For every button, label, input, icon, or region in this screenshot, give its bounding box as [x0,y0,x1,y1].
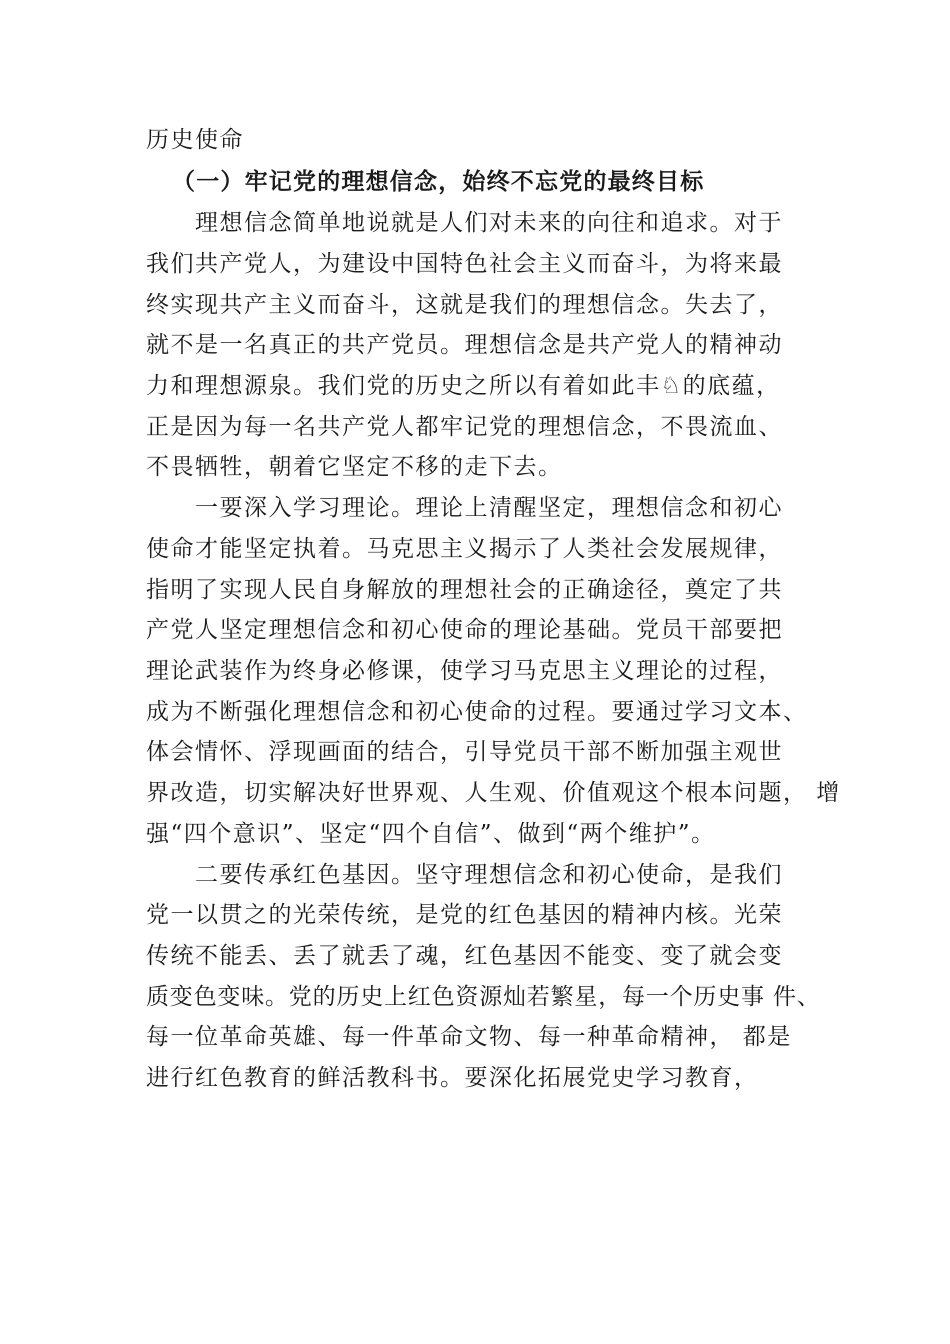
text-line: 我们共产党人，为建设中国特色社会主义而奋斗，为将来最 [146,251,783,277]
text-line: 二要传承红色基因。坚守理想信念和初心使命，是我们 [195,862,783,888]
text-line: 终实现共产主义而奋斗，这就是我们的理想信念。失去了， [146,292,783,318]
text-line: 一要深入学习理论。理论上清醒坚定，理想信念和初心 [195,495,783,521]
text-line: 理想信念简单地说就是人们对未来的向往和追求。对于 [195,210,783,236]
text-line: 每一位革命英雄、每一件革命文物、每一种革命精神， 都是 [146,1024,792,1050]
text-line: 产党人坚定理想信念和初心使命的理论基础。党员干部要把 [146,617,783,643]
text-line: 成为不断强化理想信念和初心使命的过程。要通过学习文本、 [146,699,808,725]
text-line: 使命才能坚定执着。马克思主义揭示了人类社会发展规律， [146,536,783,562]
text-line: 质变色变味。党的历史上红色资源灿若繁星，每一个历史事 件、 [146,984,821,1010]
text-line: 强“四个意识”、坚定“四个自信”、做到“两个维护”。 [146,821,716,847]
text-line: 体会情怀、浮现画面的结合，引导党员干部不断加强主观世 [146,739,783,765]
section-heading: （一）牢记党的理想信念，始终不忘党的最终目标 [172,168,705,195]
text-line: 理论武装作为终身必修课，使学习马克思主义理论的过程， [146,658,783,684]
text-line: 传统不能丢、丢了就丢了魂，红色基因不能变、变了就会变 [146,943,783,969]
text-line: 历史使命 [146,127,244,153]
text-line: 指明了实现人民自身解放的理想社会的正确途径，奠定了共 [146,577,783,603]
text-line: 就不是一名真正的共产党员。理想信念是共产党人的精神动 [146,332,783,358]
text-line: 正是因为每一名共产党人都牢记党的理想信念，不畏流血、 [146,414,783,440]
text-line: 进行红色教育的鲜活教科书。要深化拓展党史学习教育， [146,1065,759,1091]
text-line: 界改造，切实解决好世界观、人生观、价值观这个根本问题， 增 [146,780,841,806]
text-line: 力和理想源泉。我们党的历史之所以有着如此丰♘的底蕴， [146,373,781,399]
text-line: 党一以贯之的光荣传统，是党的红色基因的精神内核。光荣 [146,902,783,928]
text-line: 不畏牺牲，朝着它坚定不移的走下去。 [146,454,563,480]
